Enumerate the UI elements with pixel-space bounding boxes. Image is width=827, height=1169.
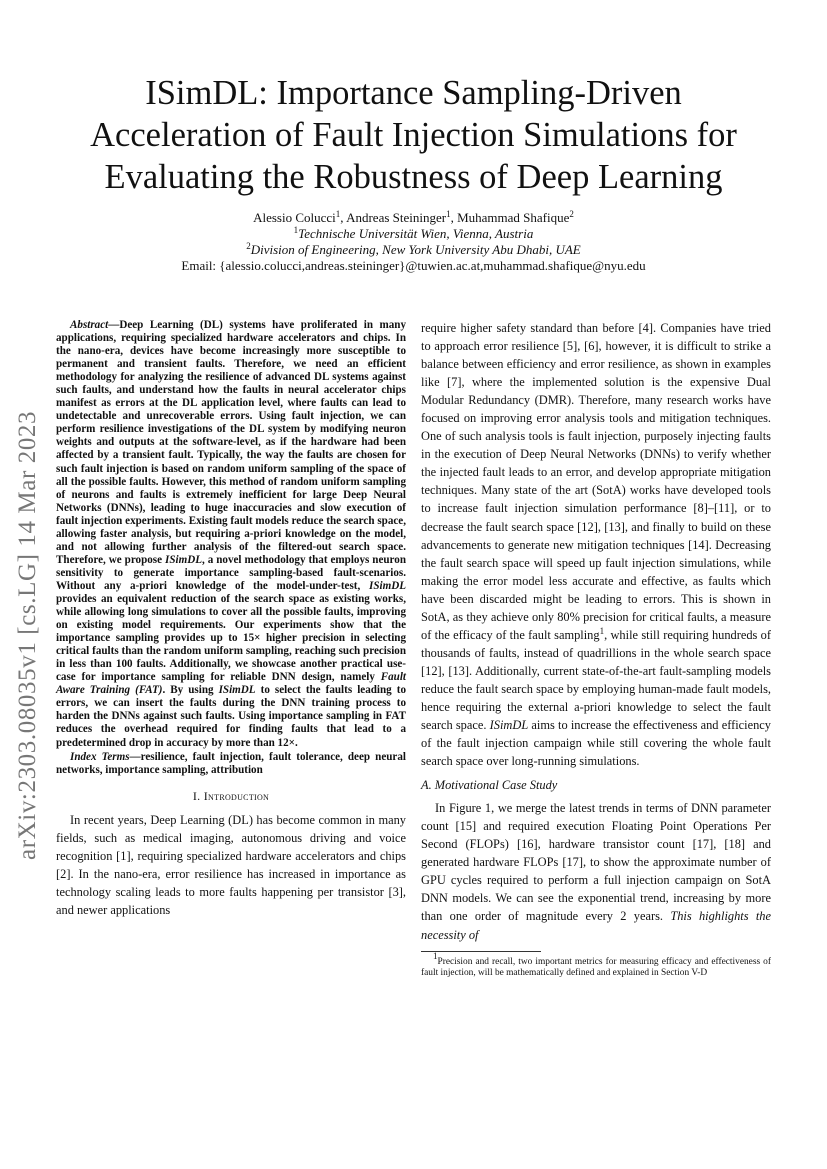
paragraph-text: require higher safety standard than before [4]. Companies have tried to approach error resilience [5], [6], however, it is difficult to strike a balance between efficiency and error resilience, as shown in examples like [7], where the implemented solution is the expensive Dual Modular Redundancy (DMR). Therefore, many research works have focused on improving error analysis tools and mitigation techniques. One of such analysis tools is fault injection, purposely injecting faults in the execution of Deep Neural Networks (DNNs) to verify whether the injected fault leads to an error, and develop appropriate mitigation techniques. Many state of the art (SotA) works have developed tools to increase fault injection simulation performance [8]–[11], or to decrease the fault search space [12], [13], and finally to build on these advancements to generate new mitigation techniques [14]. Decreasing the fault search space will speed up fault injection simulations, while making the error model less accurate and effective, as faults which have been discarded might be leading to errors. This is shown in SotA, as they achieve only 80% precision for critical faults, a measure of the efficacy of the fault sampling xyxy=(421,321,771,642)
abstract-lead: Abstract xyxy=(70,319,109,331)
emphasis-text: This highlights the necessity of xyxy=(421,909,771,942)
author-name: Alessio Colucci xyxy=(253,210,336,225)
fat-term: Fault Aware Training (FAT) xyxy=(56,671,406,697)
author-separator: , xyxy=(340,210,347,225)
arxiv-identifier: arXiv:2303.08035v1 [cs.LG] 14 Mar 2023 xyxy=(14,410,41,860)
section-heading-introduction: I. Introduction xyxy=(192,788,270,803)
right-column xyxy=(421,319,771,979)
abstract-text: , a novel methodology that employs neuron sensitivity to generate importance sampling-based fault-scenarios. Without any a-priori knowledge of the model-under-test, xyxy=(56,553,406,592)
method-name: ISimDL xyxy=(489,718,529,733)
intro-paragraph: In recent years, Deep Learning (DL) has become common in many fields, such as medical imaging, autonomous driving and voice recognition [1], requiring specialized hardware accelerators and chips [2]. In the nano-era, error resilience has increased in importance as technology scaling leads to more faults happening per transistor [3], and newer applications xyxy=(56,812,406,917)
method-name: ISimDL xyxy=(369,579,406,592)
author-name: Muhammad Shafique xyxy=(457,210,570,225)
abstract-text: —Deep Learning (DL) systems have proliferated in many applications, requiring specialized hardware accelerators and chips. In the nano-era, devices have become increasingly more susceptible to permanent and transient faults. Therefore, we need an efficient methodology for analyzing the resilience of advanced DL systems against such faults, and understand how the faults in neural accelerator chips manifest as errors at the DL application level, where faults can lead to undetectable and unrecoverable errors. Using fault injection, we can perform resilience investigations of the DL system by modifying neuron weights and outputs at the software-level, as if the hardware had been affected by a transient fault. Typically, the way the faults are chosen for such fault injection is based on random uniform sampling of the space of all the possible faults. However, this method of random uniform sampling of neurons and faults is extremely inefficient for large Deep Neural Networks (DNNs), leading to huge inaccuracies and slow execution of fault injection experiments. Existing fault models reduce the search space, allowing faster analysis, but requiring a-priori knowledge on the model, and not allowing further analysis of the filtered-out search space. Therefore, we propose xyxy=(56,319,406,566)
paragraph-text: aims to increase the effectiveness and efficiency of the fault injection campaign while still covering the whole fault search space over long-running simulations. xyxy=(421,718,771,769)
affiliation-mark: 2 xyxy=(246,241,251,251)
author-affiliation-mark: 1 xyxy=(335,209,341,219)
affiliation-1 xyxy=(60,226,767,242)
abstract-text: to select the faults leading to errors, we can insert the faults during the DNN training process to harden the DNNs against such faults. Using importance sampling in FAT reduces the overhead required for finding faults that lead to a predetermined drop in accuracy by more than 12×. xyxy=(56,684,406,749)
abstract-text: provides an equivalent reduction of the search space as existing works, while allowing long simulations to cover all the possible faults, improving on existing model requirements. Our experiments show that the importance sampling provides up to 15× higher precision in selecting critical faults than the random uniform sampling, reaching such precision in less than 100 faults. Additionally, we showcase another practical use-case for importance sampling for reliable DNN design, namely xyxy=(56,592,406,684)
author-name: Andreas Steininger xyxy=(346,210,447,225)
index-terms xyxy=(56,751,406,777)
footnote-divider xyxy=(421,951,541,952)
author-list xyxy=(60,210,767,226)
footnote-mark: 1 xyxy=(433,950,438,961)
footnote-mark: 1 xyxy=(599,625,605,636)
author-block xyxy=(60,210,767,274)
author-affiliation-mark: 1 xyxy=(446,209,451,219)
affiliation-mark: 1 xyxy=(293,225,299,235)
left-column xyxy=(56,319,406,919)
method-name: ISimDL xyxy=(218,684,256,697)
intro-paragraph-continued xyxy=(421,319,771,770)
author-email: Email: {alessio.colucci,andreas.steininger}@tuwien.ac.at,muhammad.shafique@nyu.edu xyxy=(181,258,646,273)
abstract-text: . By using xyxy=(162,684,219,697)
paper-title: ISimDL: Importance Sampling-Driven Acceleration of Fault Injection Simulations for Evaluating the Robustness of Deep Learning xyxy=(90,74,737,196)
index-terms-text: —resilience, fault injection, fault tolerance, deep neural networks, importance sampling, attribution xyxy=(56,750,406,776)
abstract xyxy=(56,319,406,750)
affiliation-text: Division of Engineering, New York University Abu Dhabi, UAE xyxy=(250,242,581,257)
affiliation-text: Technische Universität Wien, Vienna, Austria xyxy=(298,226,534,241)
method-name: ISimDL xyxy=(165,553,203,566)
index-terms-lead: Index Terms xyxy=(70,750,130,763)
footnote xyxy=(421,950,771,979)
footnote-text: Precision and recall, two important metrics for measuring efficacy and effectiveness of fault injection, will be mathematically defined and explained in Section V-D xyxy=(421,956,771,978)
author-separator: , xyxy=(450,210,458,225)
affiliation-2 xyxy=(60,242,767,258)
paragraph-text: In Figure 1, we merge the latest trends in terms of DNN parameter count [15] and required execution Floating Point Operations Per Second (FLOPs) [16], hardware transistor count [17], [18] and generated hardware FLOPs [17], to show the approximate number of GPU cycles required to perform a full injection campaign on SotA DNN models. We can see the exponential trend, increasing by more than one order of magnitude every 2 years. xyxy=(421,801,771,924)
author-affiliation-mark: 2 xyxy=(569,209,574,219)
motivation-paragraph xyxy=(421,799,771,943)
subsection-heading-motivation: A. Motivational Case Study xyxy=(421,778,558,793)
paragraph-text: , while still requiring hundreds of thousands of faults, instead of quadrillions in the whole search space [12], [13]. Additionally, current state-of-the-art fault-sampling models reduce the fault search space by employing human-made fault models, hence requiring the external a-priori knowledge to select the fault search space. xyxy=(421,627,771,733)
